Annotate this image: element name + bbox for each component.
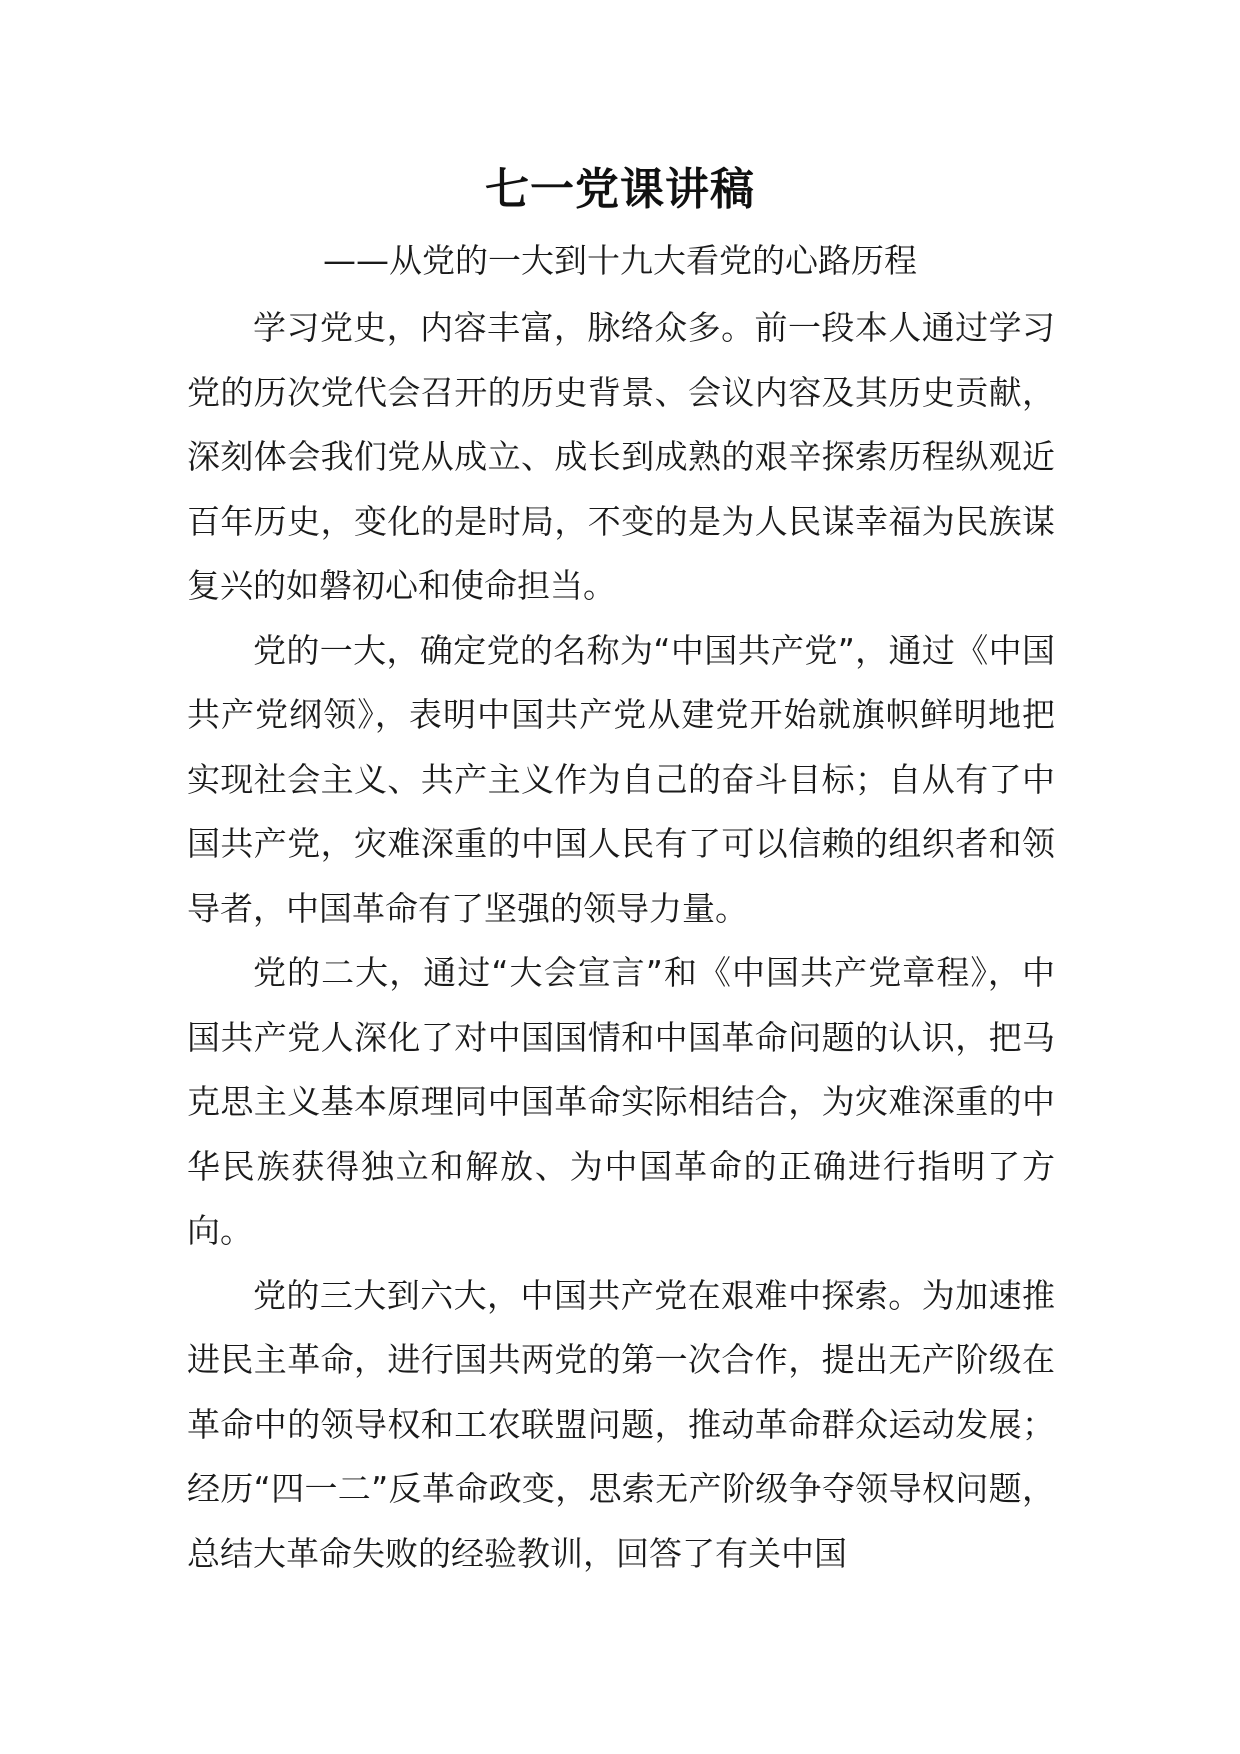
document-title: 七一党课讲稿 — [485, 164, 755, 215]
document-subtitle: ——从党的一大到十九大看党的心路历程 — [323, 241, 917, 280]
paragraph: 党的三大到六大，中国共产党在艰难中探索。为加速推进民主革命，进行国共两党的第一次合作，提出无产阶级在革命中的领导权和工农联盟问题，推动革命群众运动发展；经历“四一二”反革命政变，思索无产阶级争夺领导权问题，总结大革命失败的经验教训，回答了有关中国 — [187, 1275, 1055, 1573]
document-body — [187, 296, 1055, 1586]
paragraph: 党的二大，通过“大会宣言”和《中国共产党章程》，中国共产党人深化了对中国国情和中国革命问题的认识，把马克思主义基本原理同中国革命实际相结合，为灾难深重的中华民族获得独立和解放、为中国革命的正确进行指明了方向。 — [187, 953, 1055, 1250]
paragraph: 学习党史，内容丰富，脉络众多。前一段本人通过学习党的历次党代会召开的历史背景、会议内容及其历史贡献，深刻体会我们党从成立、成长到成熟的艰辛探索历程纵观近百年历史，变化的是时局，不变的是为人民谋幸福为民族谋复兴的如磐初心和使命担当。 — [187, 308, 1055, 605]
paragraph: 党的一大，确定党的名称为“中国共产党”，通过《中国共产党纲领》，表明中国共产党从建党开始就旗帜鲜明地把实现社会主义、共产主义作为自己的奋斗目标；自从有了中国共产党，灾难深重的中国人民有了可以信赖的组织者和领导者，中国革命有了坚强的领导力量。 — [187, 630, 1055, 928]
